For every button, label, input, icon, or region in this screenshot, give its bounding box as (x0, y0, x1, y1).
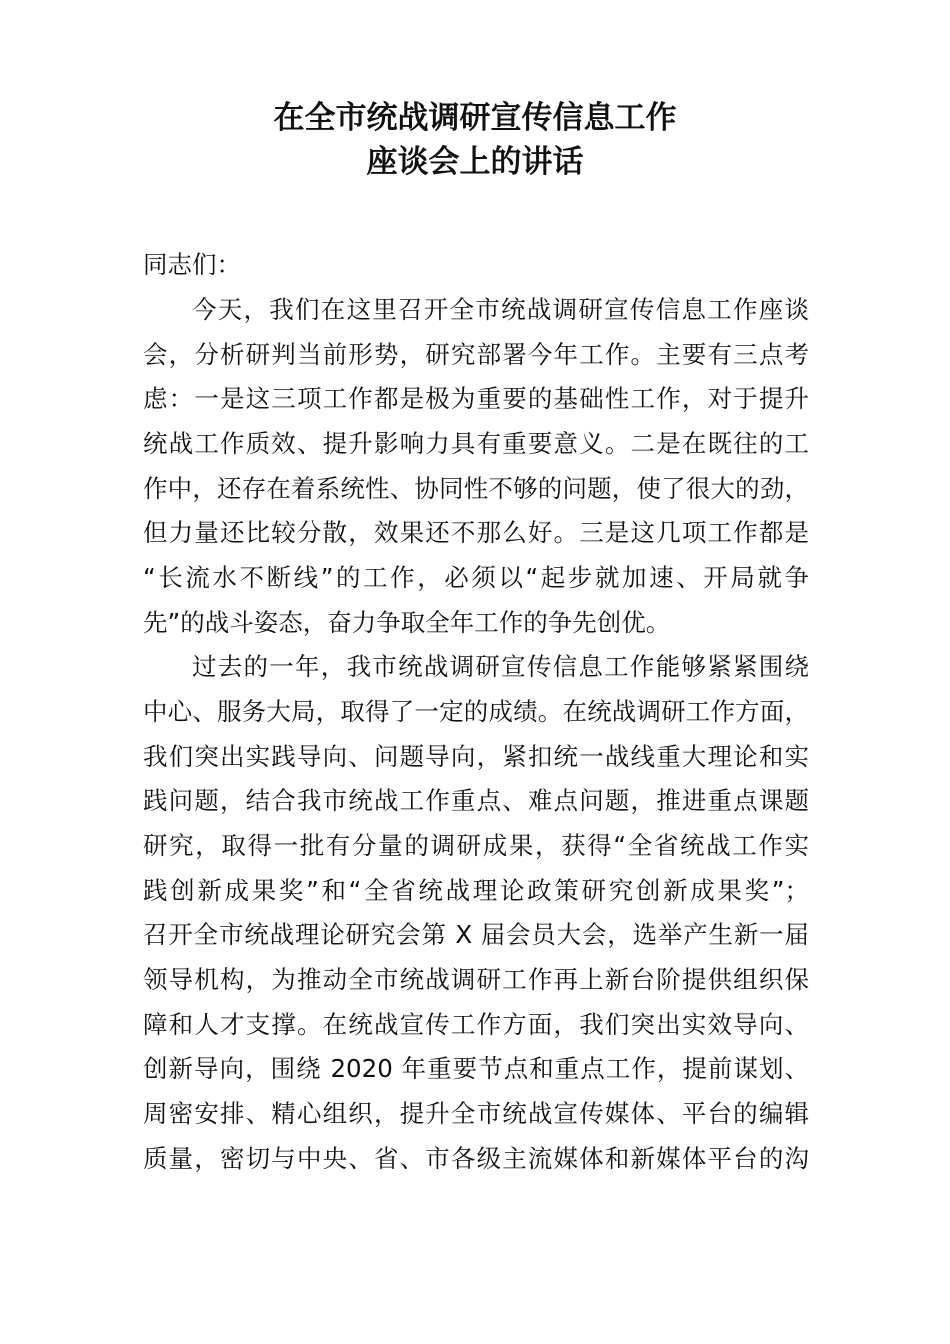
body-line: 周密安排、精心组织，提升全市统战宣传媒体、平台的编辑 (143, 1099, 809, 1128)
body-line: 统战工作质效、提升影响力具有重要意义。二是在既往的工 (143, 429, 809, 458)
body-line: 召开全市统战理论研究会第 X 届会员大会，选举产生新一届 (143, 920, 809, 949)
body-line: 研究，取得一批有分量的调研成果，获得“全省统战工作实 (143, 831, 809, 860)
body-line: 领导机构，为推动全市统战调研工作再上新台阶提供组织保 (143, 965, 809, 994)
document-title-line-1: 在全市统战调研宣传信息工作 (273, 100, 677, 136)
body-line: 过去的一年，我市统战调研宣传信息工作能够紧紧围绕 (192, 652, 809, 681)
body-line: 作中，还存在着系统性、协同性不够的问题，使了很大的劲， (143, 474, 809, 503)
body-line: 先”的战斗姿态，奋力争取全年工作的争先创优。 (143, 608, 671, 637)
body-line: 会，分析研判当前形势，研究部署今年工作。主要有三点考 (143, 340, 809, 369)
body-line: 质量，密切与中央、省、市各级主流媒体和新媒体平台的沟 (143, 1144, 809, 1173)
body-line: 创新导向，围绕 2020 年重要节点和重点工作，提前谋划、 (143, 1054, 809, 1083)
greeting: 同志们： (143, 250, 241, 279)
body-line: 但力量还比较分散，效果还不那么好。三是这几项工作都是 (143, 518, 809, 547)
body-line: 践问题，结合我市统战工作重点、难点问题，推进重点课题 (143, 786, 809, 815)
document-title-line-2: 座谈会上的讲话 (366, 144, 584, 180)
body-line: “长流水不断线”的工作，必须以“起步就加速、开局就争 (143, 563, 809, 592)
body-line: 虑：一是这三项工作都是极为重要的基础性工作，对于提升 (143, 384, 809, 413)
body-line: 障和人才支撑。在统战宣传工作方面，我们突出实效导向、 (143, 1010, 809, 1039)
body-line: 中心、服务大局，取得了一定的成绩。在统战调研工作方面， (143, 697, 809, 726)
body-line: 践创新成果奖”和“全省统战理论政策研究创新成果奖”； (143, 876, 809, 905)
body-line: 今天，我们在这里召开全市统战调研宣传信息工作座谈 (192, 295, 809, 324)
body-line: 我们突出实践导向、问题导向，紧扣统一战线重大理论和实 (143, 742, 809, 771)
